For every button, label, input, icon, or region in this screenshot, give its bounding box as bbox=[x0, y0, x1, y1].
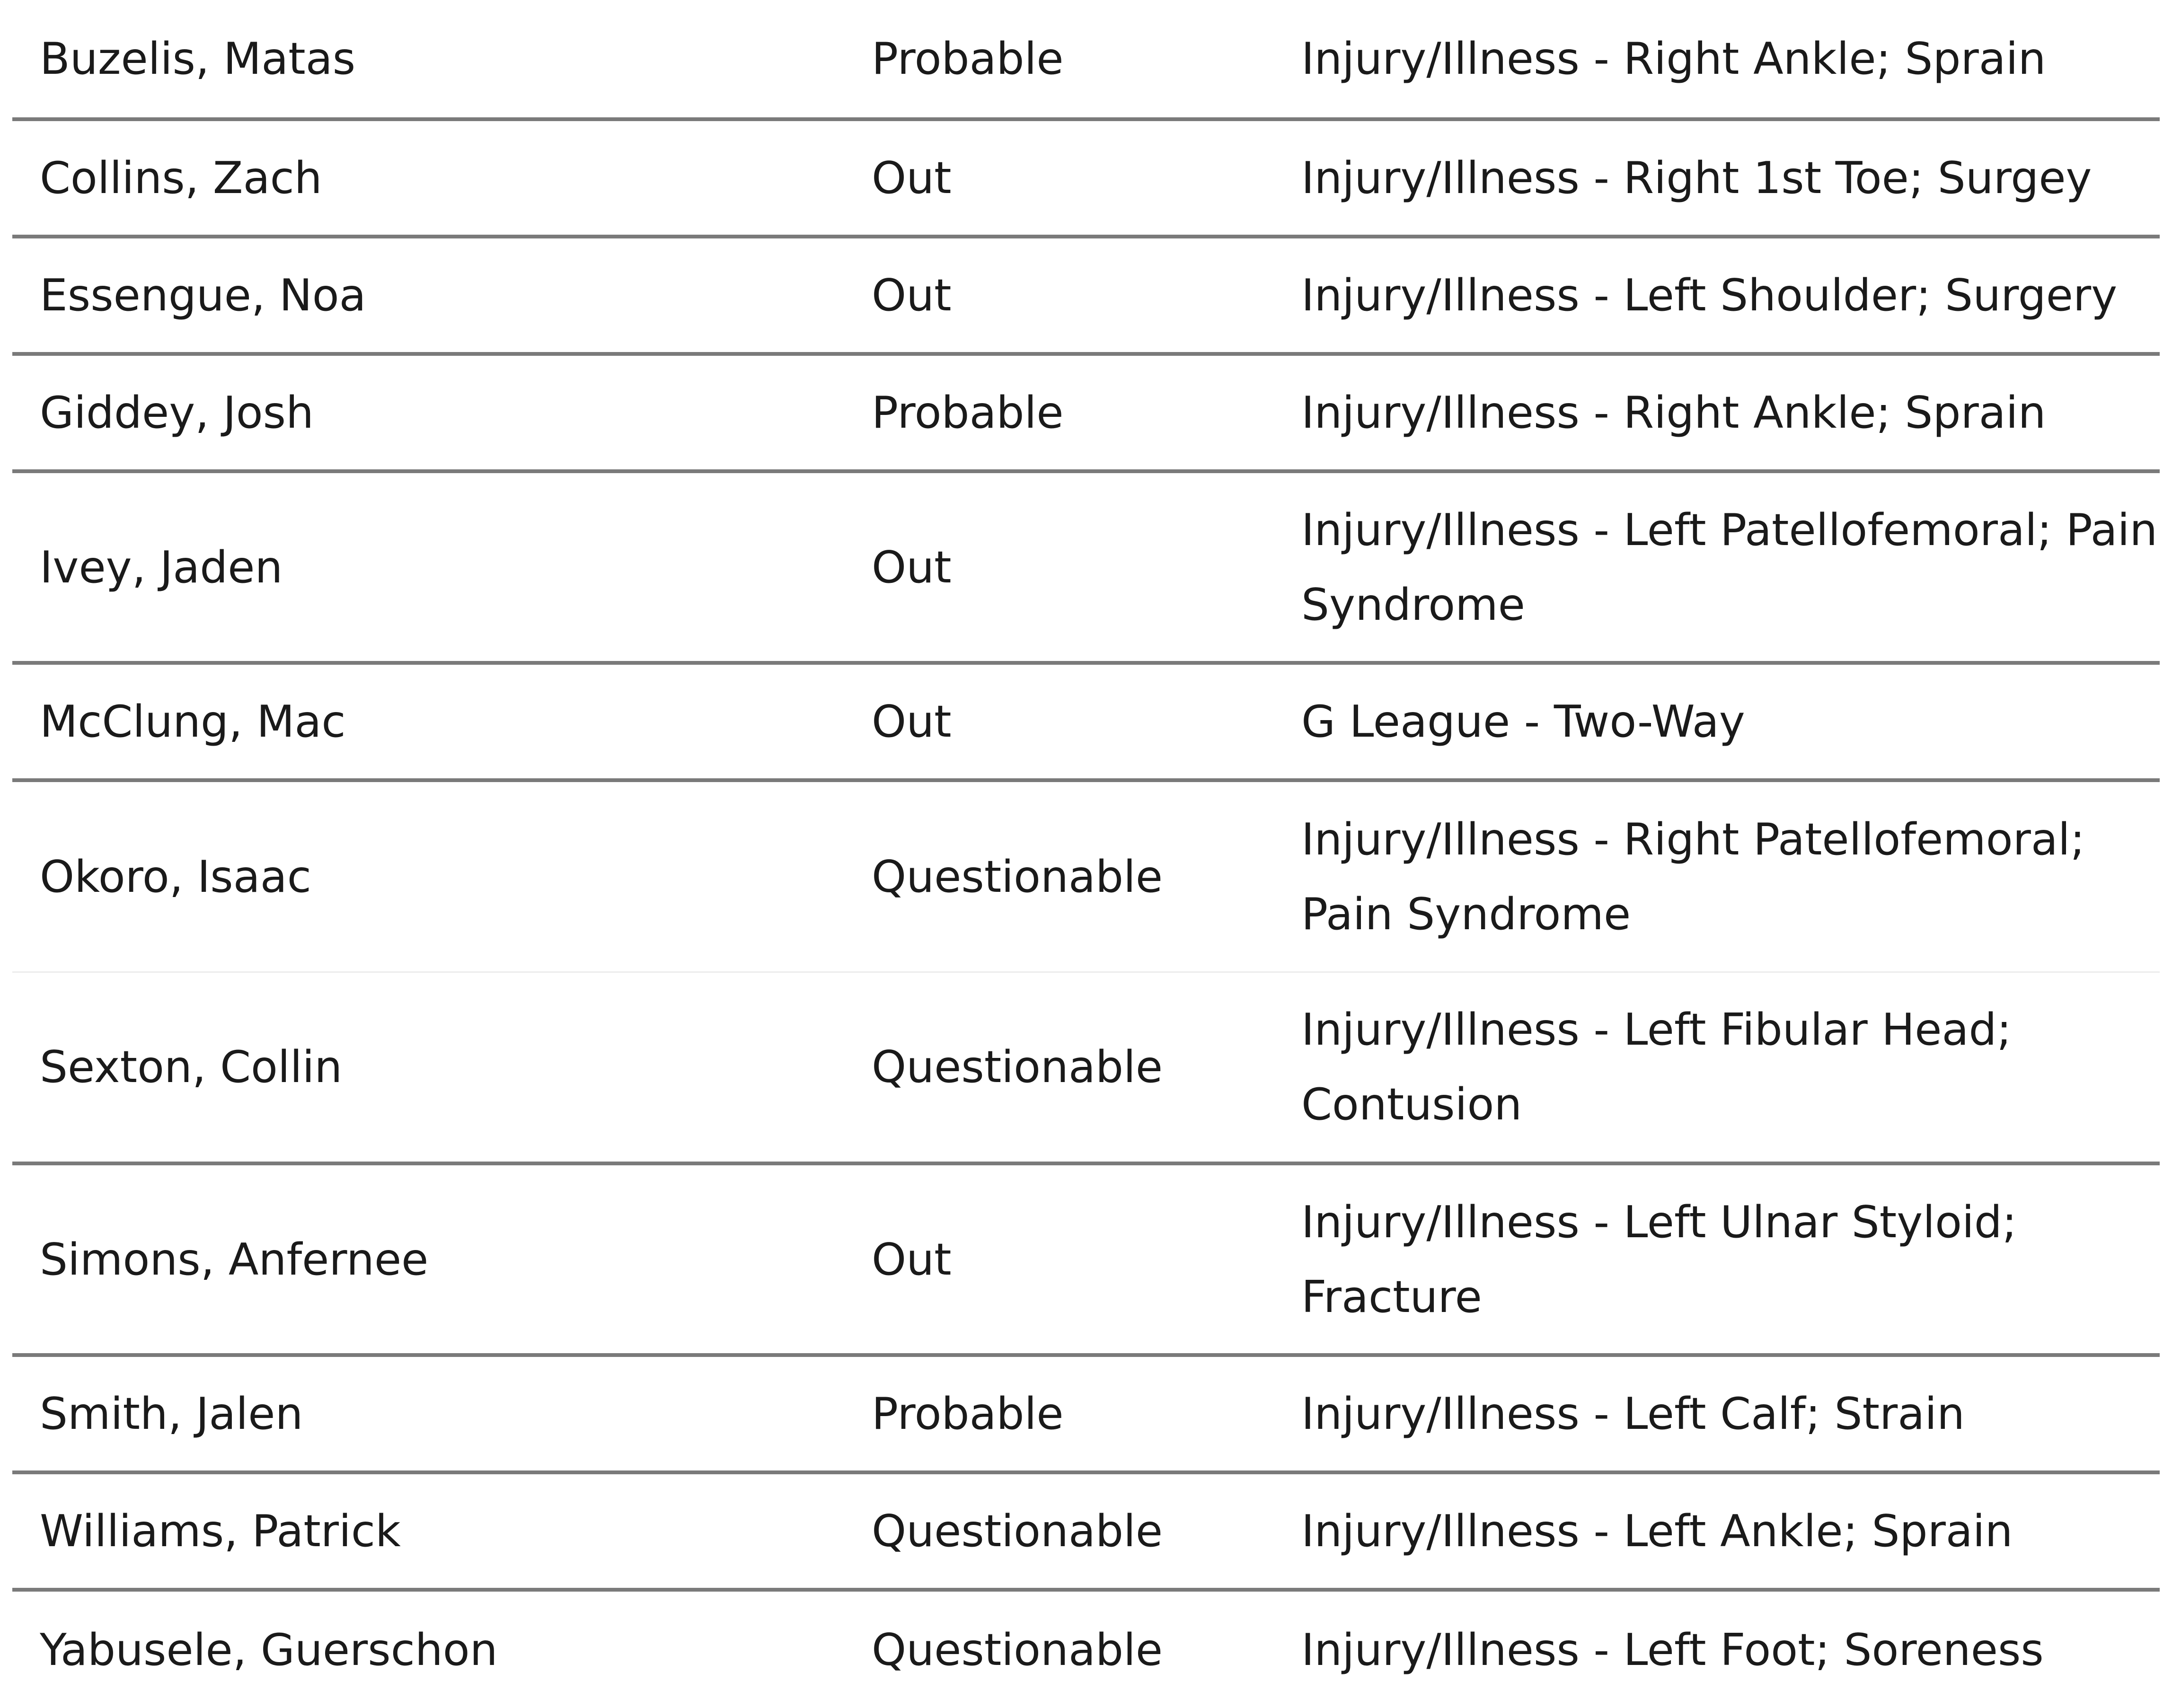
table-row bbox=[12, 0, 2160, 119]
table-row bbox=[12, 354, 2160, 471]
injury-reason: Injury/Illness - Left Foot; Soreness bbox=[1301, 1624, 2044, 1675]
table-row bbox=[12, 119, 2160, 237]
player-name: Williams, Patrick bbox=[12, 1472, 872, 1590]
injury-reason: G League - Two-Way bbox=[1301, 663, 2160, 780]
player-status: Out bbox=[872, 663, 1301, 780]
injury-reason: Injury/Illness - Left Fibular Head; Contusion bbox=[1301, 972, 2160, 1163]
table-row bbox=[12, 972, 2160, 1163]
injury-reason: Injury/Illness - Left Calf; Strain bbox=[1301, 1355, 2160, 1472]
injury-reason: Injury/Illness - Left Patellofemoral; Pain Syndrome bbox=[1301, 471, 2160, 663]
player-status: Out bbox=[872, 119, 1301, 237]
player-name: Smith, Jalen bbox=[12, 1355, 872, 1472]
player-status: Questionable bbox=[872, 780, 1301, 972]
player-name: Collins, Zach bbox=[12, 119, 872, 237]
player-status: Out bbox=[872, 237, 1301, 354]
injury-reason: Injury/Illness - Left Ankle; Sprain bbox=[1301, 1472, 2160, 1590]
player-name: Yabusele, Guerschon bbox=[40, 1624, 498, 1675]
table-row bbox=[12, 1355, 2160, 1472]
player-name: Sexton, Collin bbox=[12, 972, 872, 1163]
player-status: Probable bbox=[872, 1355, 1301, 1472]
table-row bbox=[12, 663, 2160, 780]
player-name: Ivey, Jaden bbox=[12, 471, 872, 663]
table-row bbox=[12, 780, 2160, 972]
player-status: Out bbox=[872, 471, 1301, 663]
player-name: Simons, Anfernee bbox=[12, 1163, 872, 1355]
injury-reason: Injury/Illness - Right Ankle; Sprain bbox=[1301, 354, 2160, 471]
player-status: Questionable bbox=[872, 1624, 1163, 1675]
player-status: Probable bbox=[872, 0, 1301, 119]
player-status: Questionable bbox=[872, 972, 1301, 1163]
player-name: Okoro, Isaac bbox=[12, 780, 872, 972]
injury-reason: Injury/Illness - Right 1st Toe; Surgey bbox=[1301, 119, 2160, 237]
player-name: McClung, Mac bbox=[12, 663, 872, 780]
player-status: Out bbox=[872, 1163, 1301, 1355]
player-status: Probable bbox=[872, 354, 1301, 471]
player-name: Essengue, Noa bbox=[12, 237, 872, 354]
table-row bbox=[12, 1590, 2160, 1708]
injury-report-table bbox=[12, 0, 2160, 1708]
injury-reason: Injury/Illness - Right Patellofemoral; Pain Syndrome bbox=[1301, 780, 2160, 972]
injury-reason: Injury/Illness - Left Ulnar Styloid; Fracture bbox=[1301, 1163, 2160, 1355]
player-name: Buzelis, Matas bbox=[12, 0, 872, 119]
player-status: Questionable bbox=[872, 1472, 1301, 1590]
table-row bbox=[12, 1472, 2160, 1590]
table-row bbox=[12, 1163, 2160, 1355]
table-row bbox=[12, 237, 2160, 354]
table-row bbox=[12, 471, 2160, 663]
injury-reason: Injury/Illness - Right Ankle; Sprain bbox=[1301, 0, 2160, 119]
injury-reason: Injury/Illness - Left Shoulder; Surgery bbox=[1301, 237, 2160, 354]
player-name: Giddey, Josh bbox=[12, 354, 872, 471]
